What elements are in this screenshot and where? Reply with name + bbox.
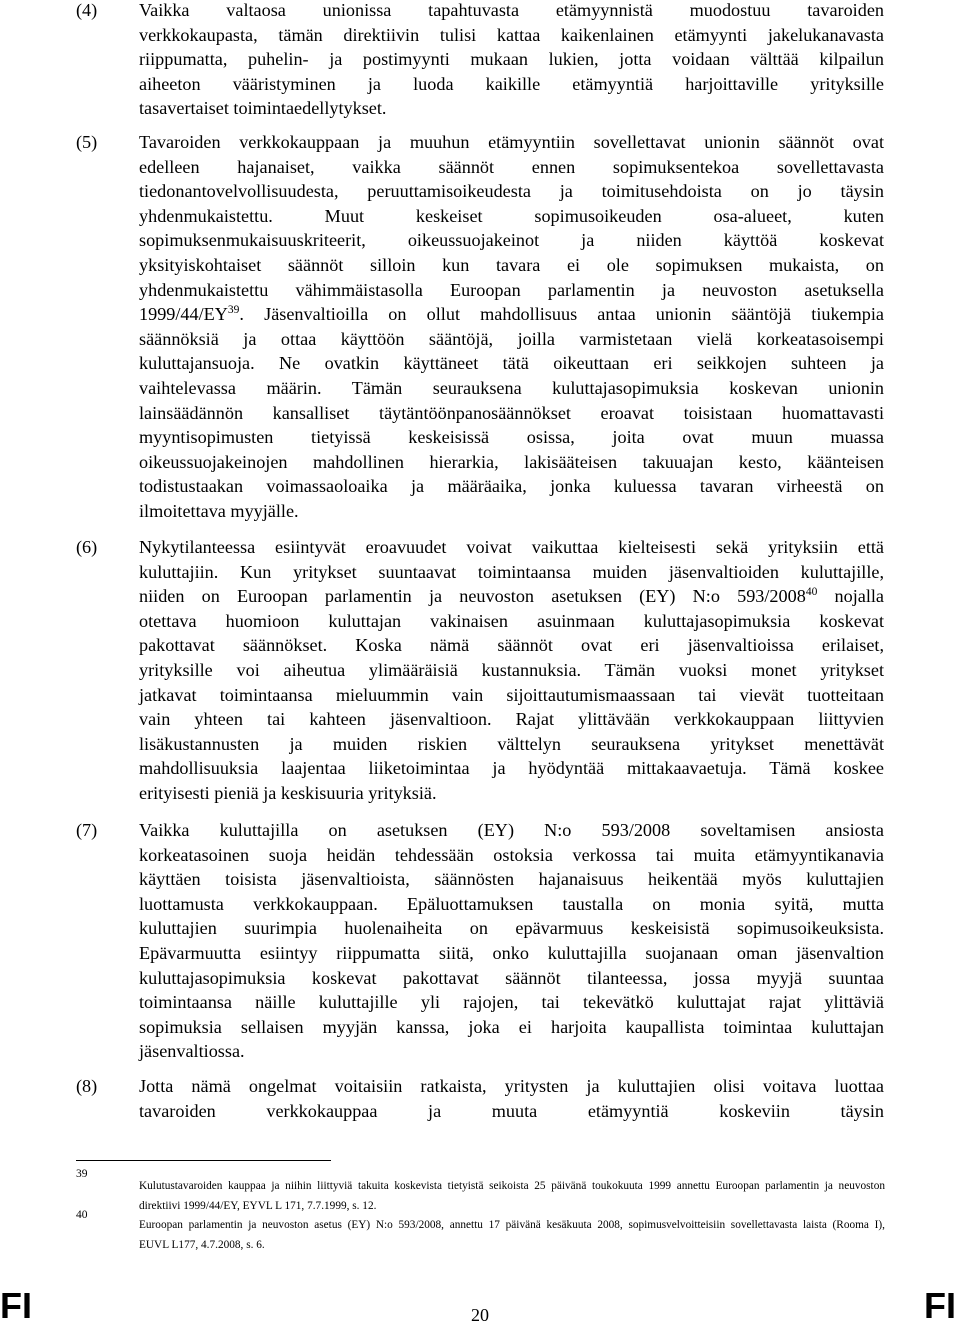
text-segment: niiden on Euroopan parlamentin ja neuvoston asetuksen (EY) N:o 593/2008: [139, 586, 806, 607]
text-line: yrityksille voi aiheutua ylimääräisiä kustannuksia. Tämän vuoksi monet yritykset: [139, 659, 884, 680]
text-line: kuluttajasopimuksia koskevat pakottavat säännöt tilanteessa, jossa myyjä suuntaa: [139, 967, 884, 988]
text-line: tiedonantovelvollisuudesta, peruuttamisoikeudesta ja toimitusehdoista on jo täysin: [139, 181, 884, 202]
text-line: ilmoitettava myyjälle.: [139, 500, 299, 521]
text-line: yhdenmukaistettu vähimmäistasolla Euroopan parlamentin ja neuvoston asetuksella: [139, 279, 884, 300]
text-line: riippumatta, puhelin- ja postimyynti mukaan lukien, jotta voidaan välttää kilpailun: [139, 49, 884, 70]
paragraph-5: [76, 130, 884, 524]
paragraph-body: [139, 1074, 884, 1123]
text-line: tavaroiden verkkokauppaa ja muuta etämyyntiä koskeviin täysin: [139, 1100, 884, 1121]
paragraph-number: (8): [76, 1076, 98, 1096]
text-line: todistustaakan voimassaoloaika ja määräaika, jonka kuluessa tavaran virheestä on: [139, 476, 884, 497]
text-line: yksityiskohtaiset säännöt silloin kun tavara ei ole sopimuksen mukaista, on: [139, 254, 884, 275]
text-line: myyntisopimusten tietyissä keskeisissä osissa, joita ovat muun muassa: [139, 427, 884, 448]
paragraph-number: (4): [76, 0, 98, 20]
footer-language-right: FI: [924, 1285, 956, 1326]
footnote-39: [139, 1176, 885, 1216]
paragraph-8: [76, 1074, 884, 1123]
text-line: tasavertaiset toimintaedellytykset.: [139, 98, 387, 119]
text-line: edelleen hajanaiset, vaikka säännöt ennen sopimuksentekoa sovellettavasta: [139, 156, 884, 177]
text-line: Epävarmuutta esiintyy riippumatta siitä, onko kuluttajilla suojanaan oman jäsenvaltion: [139, 942, 884, 963]
text-line: Jotta nämä ongelmat voitaisiin ratkaista, yritysten ja kuluttajien olisi voitava luottaa: [139, 1076, 884, 1096]
text-line: Tavaroiden verkkokauppaan ja muuhun etämyyntiin sovellettavat unionin säännöt ovat: [139, 132, 884, 152]
text-line: käyttäen toisista jäsenvaltioista, säännösten hajanaisuus heikentää myös kuluttajien: [139, 869, 884, 890]
paragraph-number: (5): [76, 132, 98, 152]
text-line: lainsäädännön kansalliset täytäntöönpanosäännökset eroavat toisistaan huomattavasti: [139, 402, 884, 423]
text-line: Nykytilanteessa esiintyvät eroavuudet voivat vaikuttaa kielteisesti sekä yrityksiin että: [139, 537, 884, 557]
text-segment: . Jäsenvaltioilla on ollut mahdollisuus antaa unionin sääntöjä tiukempia: [239, 304, 884, 325]
text-line: vaihtelevassa määrin. Tämän seurauksena kuluttajasopimuksia koskevan unionin: [139, 377, 884, 398]
text-line: Vaikka valtaosa unionissa tapahtuvasta etämyynnistä muodostuu tavaroiden: [139, 0, 884, 20]
paragraph-body: [139, 535, 884, 806]
text-line: aiheeton vääristyminen ja luoda kaikille etämyyntiä harjoittaville yrityksille: [139, 73, 884, 94]
paragraph-number: (7): [76, 820, 98, 840]
page-number: 20: [471, 1305, 489, 1325]
text-segment: 1999/44/EY: [139, 304, 228, 325]
text-line: erityisesti pieniä ja keskisuuria yrityksiä.: [139, 782, 437, 803]
text-line: kuluttajien suurimpia huolenaiheita on epävarmuus keskeisistä sopimusoikeuksista.: [139, 918, 884, 939]
text-segment: nojalla: [834, 586, 884, 607]
text-line: mahdollisuuksia laajentaa liiketoimintaa ja hyödyntää mittakaavaetuja. Tämä koskee: [139, 758, 884, 779]
text-line: oikeussuojakeinojen mahdollinen hierarkia, lakisääteisen takuuajan kesto, käänteisen: [139, 451, 884, 472]
footnote-number-39: 39: [76, 1168, 88, 1180]
text-line: luottamusta verkkokauppaan. Epäluottamuksen taustalla on monia syitä, mutta: [139, 893, 884, 914]
footnote-number-40: 40: [76, 1209, 88, 1221]
footnote-ref-40[interactable]: 40: [805, 586, 818, 599]
paragraph-body: [139, 0, 884, 121]
text-line: vain yhteen tai kahteen jäsenvaltioon. Rajat ylittävään verkkokauppaan liittyvien: [139, 709, 884, 730]
text-line: jäsenvaltiossa.: [139, 1041, 245, 1062]
text-line: sopimuksenmukaisuuskriteerit, oikeussuojakeinot ja niiden käyttöä koskevat: [139, 230, 884, 251]
paragraph-body: [139, 130, 884, 524]
text-line: kuluttajansuoja. Ne ovatkin käyttäneet tätä oikeuttaan eri seikkojen suhteen ja: [139, 353, 884, 374]
text-line: pakottavat säännökset. Koska nämä säännöt ovat eri jäsenvaltioissa erilaiset,: [139, 635, 884, 656]
paragraph-6: [76, 535, 884, 806]
text-line: verkkokaupasta, tämän direktiivin tulisi kattaa kaikenlainen etämyynti jakelukanavasta: [139, 24, 884, 45]
footnote-ref-39[interactable]: 39: [227, 304, 240, 317]
text-line: korkeatasoinen suoja heidän tehdessään ostoksia verkossa tai muita etämyyntikanavia: [139, 844, 884, 865]
paragraph-body: [139, 818, 884, 1064]
text-line: lisäkustannusten ja muiden riskien välttelyn seurauksena yritykset menettävät: [139, 733, 884, 754]
footnote-line: EUVL L177, 4.7.2008, s. 6.: [139, 1239, 265, 1251]
footnote-line: Kulutustavaroiden kauppaa ja niihin liittyviä takuita koskevista tietyistä seikoista 25 päivänä toukokuuta 1999 annettu Euroopan parlamentin ja neuvoston: [139, 1180, 885, 1192]
text-line: jatkavat toimintaansa mieluummin vain sijoittautumismaassaan tai vievät tuotteitaan: [139, 684, 884, 705]
text-line: kuluttajiin. Kun yritykset suuntaavat toimintaansa muiden jäsenvaltioiden kuluttajille,: [139, 561, 884, 582]
footnote-40: [139, 1215, 885, 1255]
paragraph-number: (6): [76, 537, 98, 557]
footnote-line: direktiivi 1999/44/EY, EYVL L 171, 7.7.1999, s. 12.: [139, 1200, 377, 1212]
footer-language-left: FI: [0, 1285, 32, 1326]
text-line: otettava huomioon kuluttajan vakinaisen asuinmaan kuluttajasopimuksia koskevat: [139, 610, 884, 631]
text-line: toimintaansa näille kuluttajille yli rajojen, tai tekevätkö kuluttajat rajat ylittäviä: [139, 992, 884, 1013]
text-line: Vaikka kuluttajilla on asetuksen (EY) N:o 593/2008 soveltamisen ansiosta: [139, 820, 884, 840]
text-line-with-footnote: [139, 302, 884, 327]
text-line: säännöksiä ja ottaa käyttöön sääntöjä, joilla varmistetaan vielä korkeatasoisempi: [139, 328, 884, 349]
footnote-line: Euroopan parlamentin ja neuvoston asetus (EY) N:o 593/2008, annettu 17 päivänä kesäkuuta 2008, sopimusvelvoitteisiin sovellettavasta laista (Rooma I),: [139, 1219, 885, 1231]
footnote-divider: [76, 1160, 331, 1161]
text-line-with-footnote: [139, 584, 884, 609]
text-line: sopimuksia sellaisen myyjän kanssa, joka ei harjoita kaupallista toimintaa kuluttajan: [139, 1016, 884, 1037]
paragraph-7: [76, 818, 884, 1064]
text-line: yhdenmukaistettu. Muut keskeiset sopimusoikeuden osa-alueet, kuten: [139, 205, 884, 226]
paragraph-4: [76, 0, 884, 121]
